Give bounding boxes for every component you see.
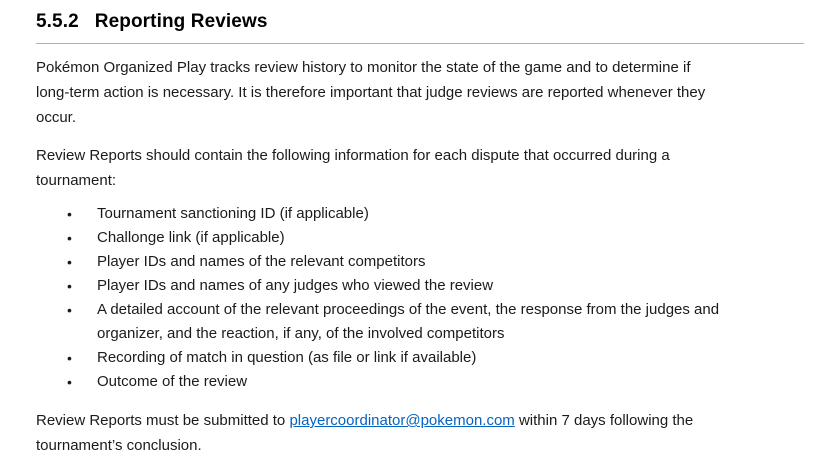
- list-item-text: Tournament sanctioning ID (if applicable): [97, 205, 369, 222]
- submission-text-prefix: Review Reports must be submitted to: [36, 412, 290, 429]
- paragraph-intro: [36, 55, 804, 130]
- list-item: [36, 202, 804, 226]
- list-item: [36, 370, 804, 394]
- bullet-icon: •: [67, 350, 72, 366]
- bullet-icon: •: [67, 254, 72, 270]
- list-item-text: organizer, and the reaction, if any, of the involved competitors: [97, 325, 505, 342]
- paragraph-line: Review Reports should contain the following information for each dispute that occurred during a: [36, 147, 670, 164]
- bullet-icon: •: [67, 230, 72, 246]
- list-item: [36, 346, 804, 370]
- list-item: [36, 226, 804, 250]
- section-title: Reporting Reviews: [94, 11, 268, 32]
- list-item-text: Challonge link (if applicable): [97, 229, 285, 246]
- section-heading: [36, 9, 804, 35]
- email-link[interactable]: playercoordinator@pokemon.com: [289, 412, 515, 429]
- paragraph-line: occur.: [36, 109, 77, 126]
- bullet-icon: •: [67, 278, 72, 294]
- section-number: 5.5.2: [36, 11, 79, 32]
- list-item-text: Player IDs and names of the relevant competitors: [97, 253, 426, 270]
- paragraph-line: Pokémon Organized Play tracks review history to monitor the state of the game and to determine if: [36, 59, 691, 76]
- list-item-text: A detailed account of the relevant proceedings of the event, the response from the judges and: [97, 301, 720, 318]
- list-item-text: Player IDs and names of any judges who viewed the review: [97, 277, 494, 294]
- list-item: [36, 274, 804, 298]
- submission-text-suffix: within 7 days following the: [514, 412, 694, 429]
- list-item: [36, 298, 804, 346]
- bullet-icon: •: [67, 302, 72, 318]
- paragraph-line: long-term action is necessary. It is therefore important that judge reviews are reported whenever they: [36, 84, 706, 101]
- paragraph-line: tournament:: [36, 172, 117, 189]
- report-requirements-list: [36, 202, 804, 394]
- heading-rule: [36, 43, 804, 44]
- bullet-icon: •: [67, 374, 72, 390]
- list-item: [36, 250, 804, 274]
- list-item-text: Outcome of the review: [97, 373, 248, 390]
- list-item-text: Recording of match in question (as file or link if available): [97, 349, 477, 366]
- paragraph-submission: [36, 408, 804, 458]
- paragraph-line: tournament’s conclusion.: [36, 437, 202, 454]
- paragraph-report-contents: [36, 143, 804, 193]
- bullet-icon: •: [67, 206, 72, 222]
